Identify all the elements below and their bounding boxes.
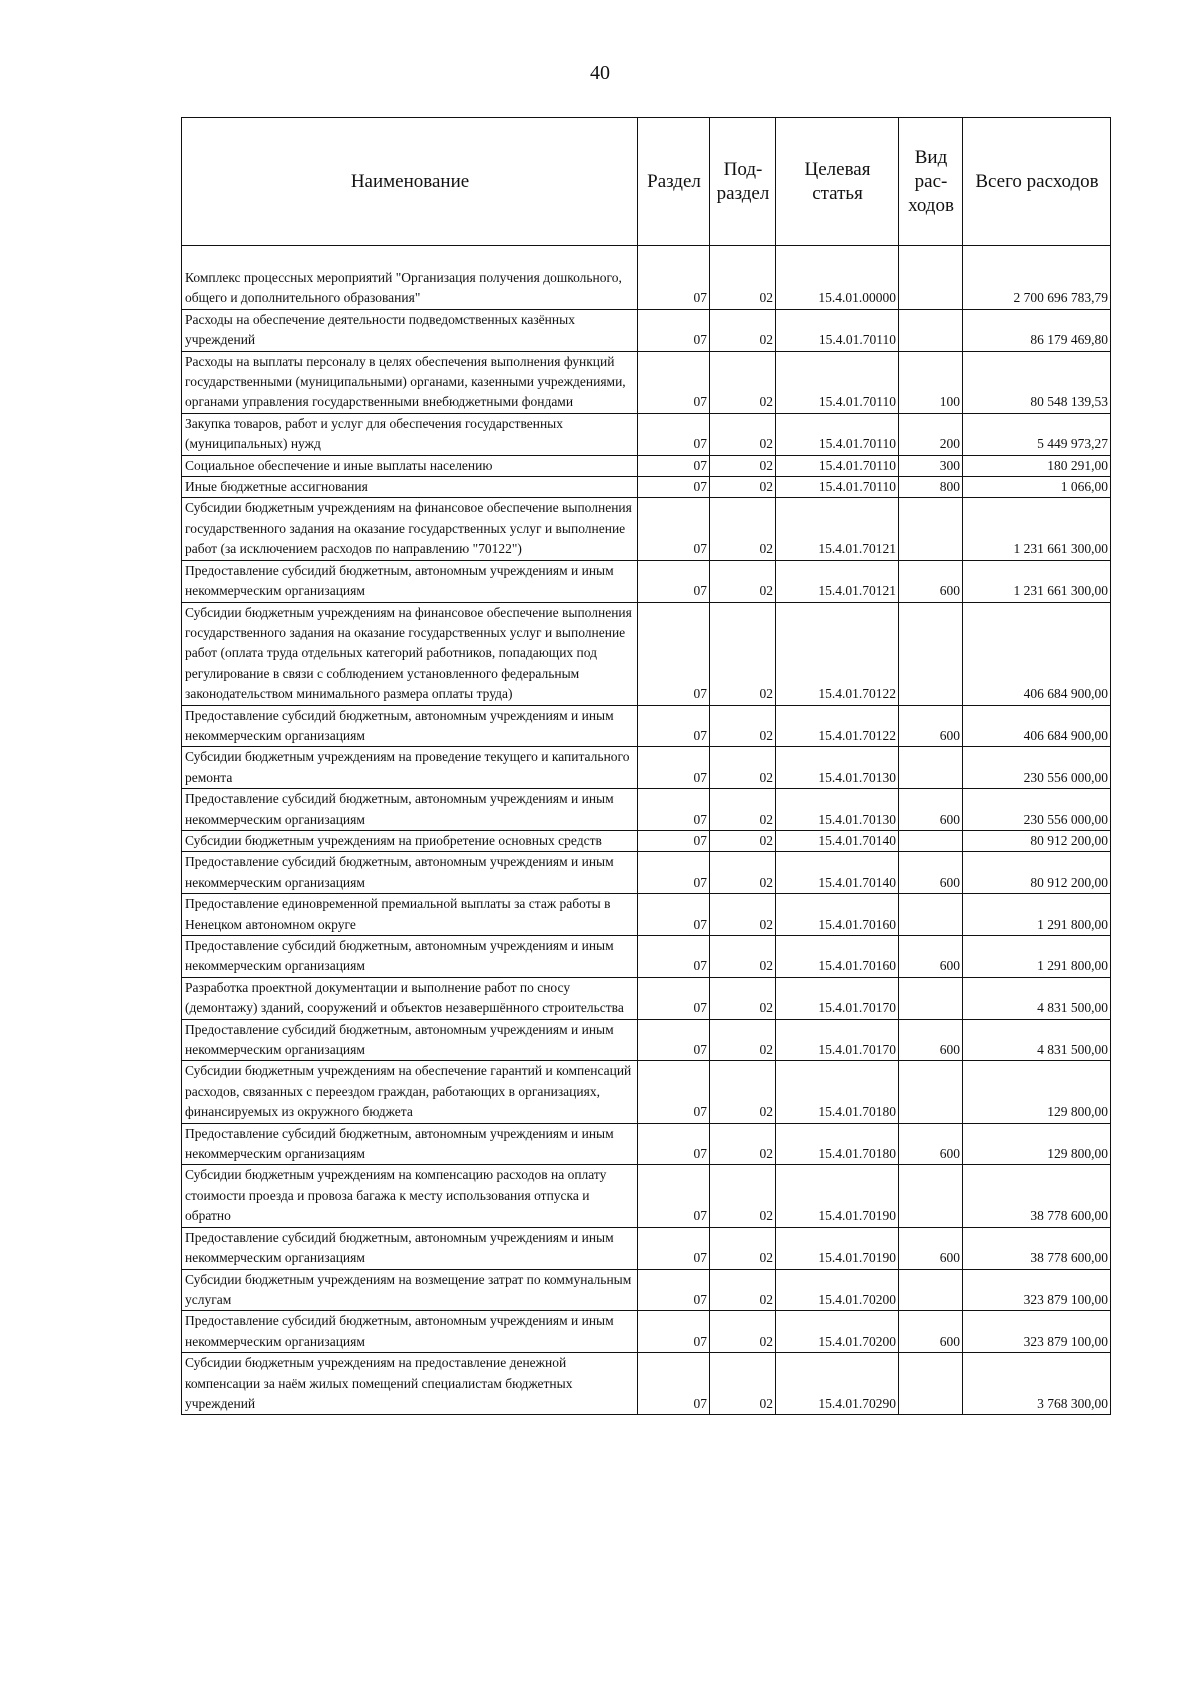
row-expense-type [899, 977, 963, 1019]
row-subsection: 02 [710, 1019, 776, 1061]
row-name: Предоставление субсидий бюджетным, автономным учреждениям и иным некоммерческим организациям [182, 1311, 638, 1353]
row-target-item: 15.4.01.70110 [776, 309, 899, 351]
row-target-item: 15.4.01.70170 [776, 1019, 899, 1061]
header-total: Всего расходов [963, 118, 1111, 246]
row-name: Социальное обеспечение и иные выплаты населению [182, 455, 638, 476]
row-target-item: 15.4.01.70180 [776, 1123, 899, 1165]
row-total: 80 912 200,00 [963, 830, 1111, 851]
table-row [182, 830, 1111, 851]
row-name: Предоставление субсидий бюджетным, автономным учреждениям и иным некоммерческим организациям [182, 789, 638, 831]
table-row [182, 789, 1111, 831]
row-subsection: 02 [710, 977, 776, 1019]
row-total: 1 066,00 [963, 477, 1111, 498]
table-row [182, 413, 1111, 455]
row-target-item: 15.4.01.70130 [776, 789, 899, 831]
row-section: 07 [638, 246, 710, 310]
row-expense-type [899, 602, 963, 705]
row-target-item: 15.4.01.70200 [776, 1311, 899, 1353]
header-target-item: Целевая статья [776, 118, 899, 246]
row-subsection: 02 [710, 246, 776, 310]
row-subsection: 02 [710, 1123, 776, 1165]
row-expense-type: 600 [899, 1019, 963, 1061]
row-expense-type [899, 1165, 963, 1227]
row-expense-type [899, 1269, 963, 1311]
row-section: 07 [638, 602, 710, 705]
budget-expenditure-table [181, 117, 1111, 1415]
row-section: 07 [638, 1019, 710, 1061]
row-subsection: 02 [710, 455, 776, 476]
row-subsection: 02 [710, 351, 776, 413]
row-section: 07 [638, 477, 710, 498]
row-name: Иные бюджетные ассигнования [182, 477, 638, 498]
row-section: 07 [638, 830, 710, 851]
row-expense-type [899, 830, 963, 851]
table-row [182, 309, 1111, 351]
row-section: 07 [638, 1311, 710, 1353]
row-name: Предоставление субсидий бюджетным, автономным учреждениям и иным некоммерческим организациям [182, 1123, 638, 1165]
row-name: Субсидии бюджетным учреждениям на предоставление денежной компенсации за наём жилых помещений специалистам бюджетных учреждений [182, 1353, 638, 1415]
row-expense-type: 300 [899, 455, 963, 476]
row-expense-type [899, 894, 963, 936]
row-total: 1 291 800,00 [963, 894, 1111, 936]
row-subsection: 02 [710, 498, 776, 560]
row-section: 07 [638, 309, 710, 351]
row-target-item: 15.4.01.70110 [776, 477, 899, 498]
row-name: Предоставление субсидий бюджетным, автономным учреждениям и иным некоммерческим организациям [182, 560, 638, 602]
table-row [182, 1061, 1111, 1123]
row-subsection: 02 [710, 936, 776, 978]
table-row [182, 1165, 1111, 1227]
row-target-item: 15.4.01.70122 [776, 602, 899, 705]
row-total: 4 831 500,00 [963, 1019, 1111, 1061]
row-total: 406 684 900,00 [963, 602, 1111, 705]
row-name: Субсидии бюджетным учреждениям на финансовое обеспечение выполнения государственного задания на оказание государственных услуг и выполнение работ (за исключением расходов по направлению "70122") [182, 498, 638, 560]
table-row [182, 1311, 1111, 1353]
row-subsection: 02 [710, 852, 776, 894]
row-name: Комплекс процессных мероприятий "Организация получения дошкольного, общего и дополнительного образования" [182, 246, 638, 310]
header-expense-type: Вид рас- ходов [899, 118, 963, 246]
row-total: 230 556 000,00 [963, 789, 1111, 831]
row-total: 80 548 139,53 [963, 351, 1111, 413]
row-expense-type: 600 [899, 1123, 963, 1165]
row-name: Расходы на обеспечение деятельности подведомственных казённых учреждений [182, 309, 638, 351]
row-subsection: 02 [710, 747, 776, 789]
row-subsection: 02 [710, 830, 776, 851]
table-row [182, 477, 1111, 498]
row-section: 07 [638, 1061, 710, 1123]
row-target-item: 15.4.01.70170 [776, 977, 899, 1019]
row-total: 180 291,00 [963, 455, 1111, 476]
header-section: Раздел [638, 118, 710, 246]
row-target-item: 15.4.01.70190 [776, 1227, 899, 1269]
row-target-item: 15.4.01.00000 [776, 246, 899, 310]
row-name: Субсидии бюджетным учреждениям на компенсацию расходов на оплату стоимости проезда и провоза багажа к месту использования отпуска и обратно [182, 1165, 638, 1227]
row-section: 07 [638, 977, 710, 1019]
row-subsection: 02 [710, 789, 776, 831]
page-number: 40 [590, 62, 610, 84]
row-target-item: 15.4.01.70140 [776, 852, 899, 894]
row-expense-type: 600 [899, 1227, 963, 1269]
row-name: Субсидии бюджетным учреждениям на возмещение затрат по коммунальным услугам [182, 1269, 638, 1311]
row-total: 1 291 800,00 [963, 936, 1111, 978]
row-total: 38 778 600,00 [963, 1165, 1111, 1227]
row-expense-type [899, 1353, 963, 1415]
table-row [182, 351, 1111, 413]
row-target-item: 15.4.01.70110 [776, 455, 899, 476]
row-section: 07 [638, 852, 710, 894]
row-total: 2 700 696 783,79 [963, 246, 1111, 310]
row-total: 80 912 200,00 [963, 852, 1111, 894]
row-expense-type: 600 [899, 789, 963, 831]
table-body [182, 246, 1111, 1415]
row-total: 1 231 661 300,00 [963, 560, 1111, 602]
row-section: 07 [638, 1353, 710, 1415]
row-section: 07 [638, 789, 710, 831]
row-section: 07 [638, 498, 710, 560]
header-name: Наименование [182, 118, 638, 246]
table-row [182, 705, 1111, 747]
row-section: 07 [638, 560, 710, 602]
row-expense-type [899, 1061, 963, 1123]
row-expense-type [899, 246, 963, 310]
row-section: 07 [638, 1165, 710, 1227]
row-name: Предоставление субсидий бюджетным, автономным учреждениям и иным некоммерческим организациям [182, 1227, 638, 1269]
row-name: Закупка товаров, работ и услуг для обеспечения государственных (муниципальных) нужд [182, 413, 638, 455]
table-row [182, 602, 1111, 705]
row-name: Разработка проектной документации и выполнение работ по сносу (демонтажу) зданий, сооружений и объектов незавершённого строительства [182, 977, 638, 1019]
row-expense-type: 100 [899, 351, 963, 413]
table-header-row [182, 118, 1111, 246]
table-row [182, 852, 1111, 894]
row-total: 3 768 300,00 [963, 1353, 1111, 1415]
row-name: Предоставление субсидий бюджетным, автономным учреждениям и иным некоммерческим организациям [182, 852, 638, 894]
row-subsection: 02 [710, 1353, 776, 1415]
row-total: 323 879 100,00 [963, 1269, 1111, 1311]
row-expense-type: 600 [899, 705, 963, 747]
row-subsection: 02 [710, 1311, 776, 1353]
row-subsection: 02 [710, 477, 776, 498]
row-total: 406 684 900,00 [963, 705, 1111, 747]
row-name: Предоставление субсидий бюджетным, автономным учреждениям и иным некоммерческим организациям [182, 705, 638, 747]
row-target-item: 15.4.01.70121 [776, 498, 899, 560]
row-name: Субсидии бюджетным учреждениям на приобретение основных средств [182, 830, 638, 851]
row-target-item: 15.4.01.70160 [776, 936, 899, 978]
table-row [182, 246, 1111, 310]
row-total: 4 831 500,00 [963, 977, 1111, 1019]
row-subsection: 02 [710, 560, 776, 602]
row-section: 07 [638, 747, 710, 789]
row-target-item: 15.4.01.70160 [776, 894, 899, 936]
row-subsection: 02 [710, 413, 776, 455]
row-expense-type: 200 [899, 413, 963, 455]
row-total: 129 800,00 [963, 1123, 1111, 1165]
row-section: 07 [638, 351, 710, 413]
row-name: Предоставление субсидий бюджетным, автономным учреждениям и иным некоммерческим организациям [182, 936, 638, 978]
row-target-item: 15.4.01.70130 [776, 747, 899, 789]
row-expense-type: 600 [899, 560, 963, 602]
table-row [182, 498, 1111, 560]
row-target-item: 15.4.01.70121 [776, 560, 899, 602]
row-name: Расходы на выплаты персоналу в целях обеспечения выполнения функций государственными (муниципальными) органами, казенными учреждениями, органами управления государственными внебюджетными фондами [182, 351, 638, 413]
row-expense-type: 600 [899, 936, 963, 978]
row-target-item: 15.4.01.70190 [776, 1165, 899, 1227]
table-row [182, 1269, 1111, 1311]
row-subsection: 02 [710, 1165, 776, 1227]
table-row [182, 977, 1111, 1019]
row-name: Предоставление субсидий бюджетным, автономным учреждениям и иным некоммерческим организациям [182, 1019, 638, 1061]
row-total: 38 778 600,00 [963, 1227, 1111, 1269]
row-section: 07 [638, 1227, 710, 1269]
row-total: 323 879 100,00 [963, 1311, 1111, 1353]
table-row [182, 1123, 1111, 1165]
row-section: 07 [638, 1123, 710, 1165]
row-section: 07 [638, 455, 710, 476]
table-row [182, 560, 1111, 602]
table-row [182, 936, 1111, 978]
row-section: 07 [638, 1269, 710, 1311]
row-section: 07 [638, 705, 710, 747]
row-name: Предоставление единовременной премиальной выплаты за стаж работы в Ненецком автономном округе [182, 894, 638, 936]
row-name: Субсидии бюджетным учреждениям на финансовое обеспечение выполнения государственного задания на оказание государственных услуг и выполнение работ (оплата труда отдельных категорий работников, попадающих под регулирование в связи с соблюдением установленного федеральным законодательством минимального размера оплаты труда) [182, 602, 638, 705]
table-row [182, 1353, 1111, 1415]
row-total: 86 179 469,80 [963, 309, 1111, 351]
row-section: 07 [638, 894, 710, 936]
row-total: 129 800,00 [963, 1061, 1111, 1123]
row-subsection: 02 [710, 1269, 776, 1311]
row-target-item: 15.4.01.70290 [776, 1353, 899, 1415]
table-row [182, 455, 1111, 476]
row-expense-type [899, 747, 963, 789]
row-expense-type [899, 498, 963, 560]
row-expense-type: 600 [899, 852, 963, 894]
row-target-item: 15.4.01.70200 [776, 1269, 899, 1311]
row-target-item: 15.4.01.70122 [776, 705, 899, 747]
row-target-item: 15.4.01.70110 [776, 413, 899, 455]
row-expense-type: 800 [899, 477, 963, 498]
row-target-item: 15.4.01.70110 [776, 351, 899, 413]
row-name: Субсидии бюджетным учреждениям на обеспечение гарантий и компенсаций расходов, связанных с переездом граждан, работающих в организациях, финансируемых из окружного бюджета [182, 1061, 638, 1123]
row-target-item: 15.4.01.70180 [776, 1061, 899, 1123]
row-total: 5 449 973,27 [963, 413, 1111, 455]
row-section: 07 [638, 936, 710, 978]
row-total: 1 231 661 300,00 [963, 498, 1111, 560]
row-subsection: 02 [710, 309, 776, 351]
row-subsection: 02 [710, 1061, 776, 1123]
table-row [182, 747, 1111, 789]
row-target-item: 15.4.01.70140 [776, 830, 899, 851]
row-subsection: 02 [710, 602, 776, 705]
row-section: 07 [638, 413, 710, 455]
row-total: 230 556 000,00 [963, 747, 1111, 789]
row-subsection: 02 [710, 894, 776, 936]
row-subsection: 02 [710, 705, 776, 747]
row-subsection: 02 [710, 1227, 776, 1269]
table-row [182, 1019, 1111, 1061]
row-expense-type: 600 [899, 1311, 963, 1353]
row-name: Субсидии бюджетным учреждениям на проведение текущего и капитального ремонта [182, 747, 638, 789]
table-row [182, 894, 1111, 936]
row-expense-type [899, 309, 963, 351]
header-subsection: Под- раздел [710, 118, 776, 246]
table-row [182, 1227, 1111, 1269]
